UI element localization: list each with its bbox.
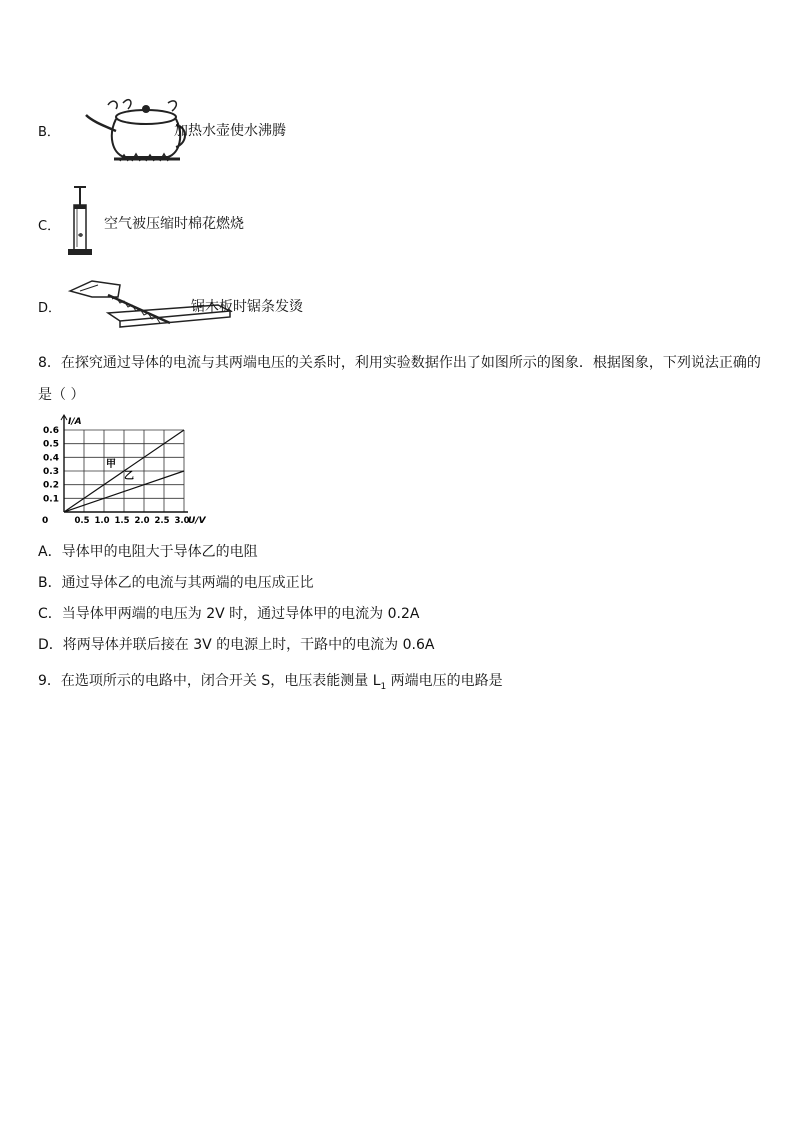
y-tick-label: 0.2 (43, 480, 59, 491)
q8-option-a: A．导体甲的电阻大于导体乙的电阻 (38, 544, 258, 560)
x-tick-label: 3.0 (174, 516, 190, 526)
y-axis-label: I/A (68, 417, 82, 427)
y-tick-label: 0.4 (43, 453, 59, 464)
current-voltage-graph (38, 414, 206, 530)
x-axis-label: U/V (188, 516, 206, 526)
option-d-letter: D． (38, 301, 62, 316)
option-b-text: 加热水壶使水沸腾 (174, 123, 286, 139)
y-tick-label: 0.1 (43, 494, 59, 505)
option-c-text: 空气被压缩时棉花燃烧 (104, 216, 244, 232)
q8-option-d: D．将两导体并联后接在 3V 的电源上时，干路中的电流为 0.6A (38, 637, 435, 653)
question-9-subscript: 1 (380, 681, 387, 692)
x-tick-label: 0.5 (74, 516, 90, 526)
compression-tube-icon (64, 183, 104, 258)
question-8-line-2: 是（ ） (38, 387, 85, 403)
option-b-letter: B． (38, 125, 60, 140)
question-8-line-1: 8．在探究通过导体的电流与其两端电压的关系时，利用实验数据作出了如图所示的图象．根据图象，下列说法正确的 (38, 355, 761, 371)
option-d-text: 锯木板时锯条发烫 (191, 299, 303, 315)
x-tick-label: 2.0 (134, 516, 150, 526)
q8-option-b: B．通过导体乙的电流与其两端的电压成正比 (38, 575, 314, 591)
option-c-letter: C． (38, 219, 61, 234)
series-label: 乙 (124, 471, 134, 483)
q8-option-c: C．当导体甲两端的电压为 2V 时，通过导体甲的电流为 0.2A (38, 606, 420, 622)
series-label: 甲 (106, 458, 116, 470)
question-9-text-end: 两端电压的电路是 (386, 673, 503, 689)
question-9 (38, 670, 503, 692)
origin-label: 0 (42, 516, 49, 526)
x-tick-label: 1.5 (114, 516, 130, 526)
question-9-text: 9．在选项所示的电路中，闭合开关 S，电压表能测量 L (38, 673, 381, 689)
y-tick-label: 0.6 (43, 426, 59, 436)
y-tick-label: 0.5 (43, 439, 59, 450)
y-tick-label: 0.3 (43, 467, 59, 477)
x-tick-label: 1.0 (94, 516, 110, 526)
x-tick-label: 2.5 (154, 516, 170, 526)
